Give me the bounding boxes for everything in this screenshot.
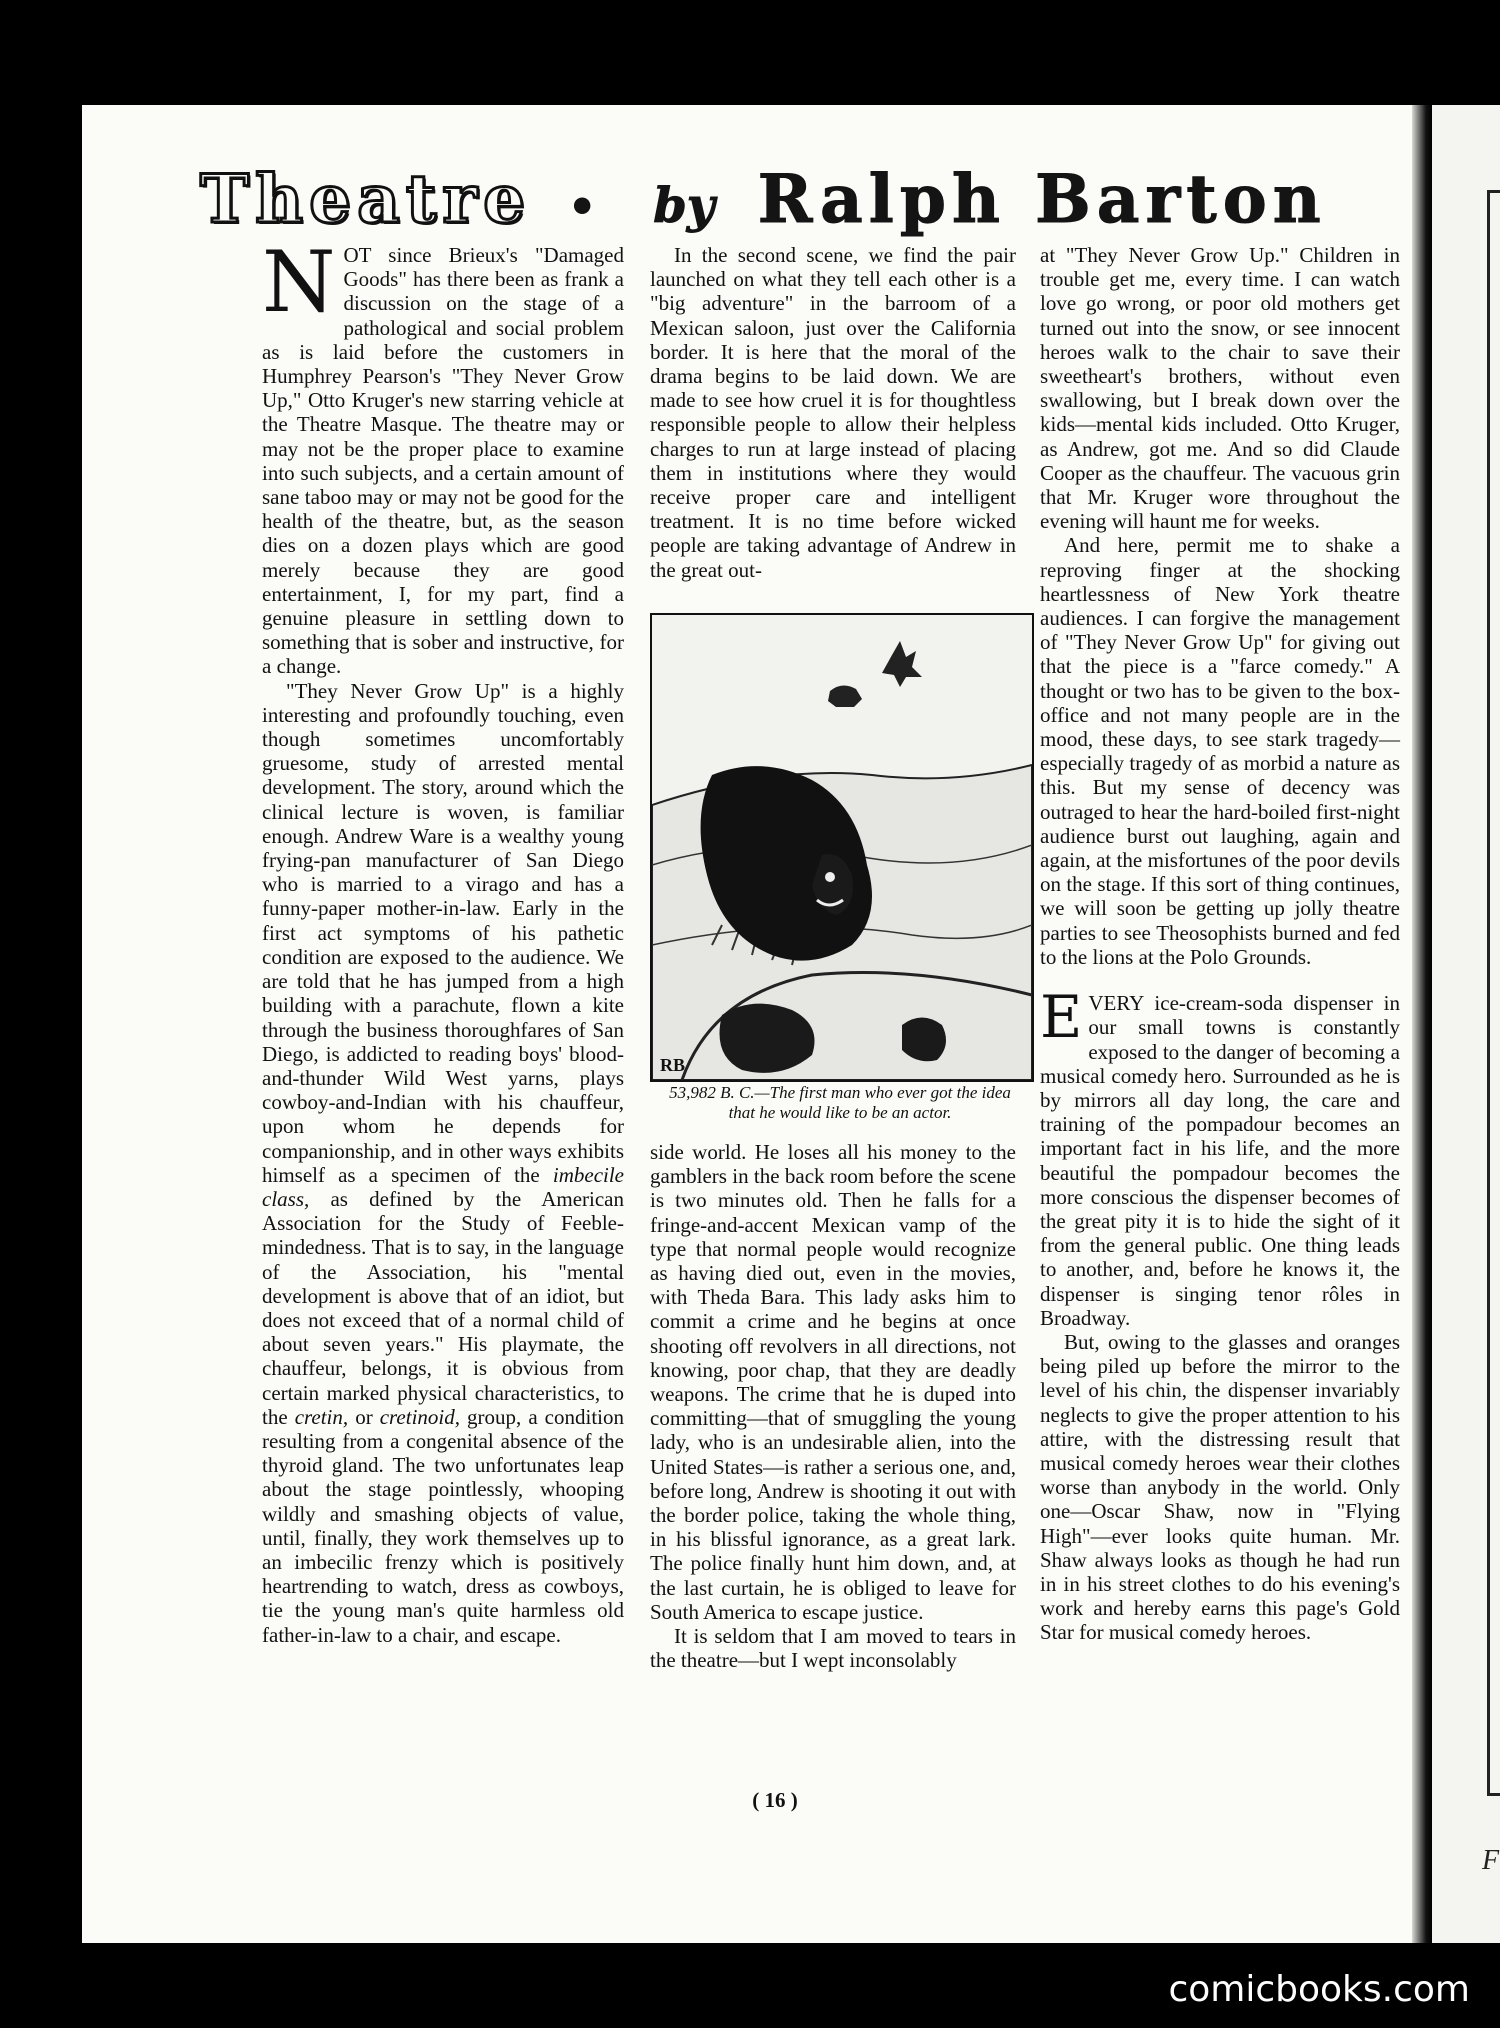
drop-cap: N: [262, 233, 336, 331]
byline-prefix: by: [653, 178, 715, 234]
paragraph-text: "They Never Grow Up" is a highly interesting and profoundly touching, even though sometimes uncomfortably gruesome, study of arrested mental development. The story, around which the clinical lecture is woven, is familiar enough. Andrew Ware is a wealthy young frying-pan manufacturer of San Diego who is married to a virago and has a funny-paper mother-in-law. Early in the first act symptoms of his pathetic condition are exposed to the audience. We are told that he has jumped from a high building with a parachute, flown a kite through the business thoroughfares of San Diego, is addicted to reading boys' blood-and-thunder Wild West yarns, plays cowboy-and-Indian with his chauffeur, upon whom he depends for companionship, and in other ways exhibits himself as a specimen of the: [262, 678, 624, 1187]
article-column-1: [262, 233, 625, 1647]
paragraph: [262, 233, 624, 679]
illustration-caption: 53,982 B. C.—The first man who ever got the idea that he would like to be an actor.: [669, 1083, 1011, 1122]
page-number: ( 16 ): [752, 1788, 798, 1812]
illustration-signature: RB: [660, 1055, 686, 1075]
emphasis-text: imbecile class,: [262, 1162, 625, 1211]
paragraph-text: group, a condition resulting from a congenital absence of the thyroid gland. The two unfortunates leap about the stage pointlessly, whooping wildly and smashing objects of value, until, finally, they work themselves up to an imbecilic frenzy which is positively heartrending to watch, dress as cowboys, tie the young man's quite harmless old father-in-law to a chair, and escape.: [262, 1404, 624, 1647]
author-name: Ralph Barton: [757, 160, 1327, 238]
article-column-2-top: [650, 243, 1016, 582]
article-title: [200, 160, 1380, 250]
paragraph: [262, 679, 624, 1647]
emphasis-text: cretin,: [294, 1404, 349, 1429]
paragraph: But, owing to the glasses and oranges being piled up before the mirror to the level of his chin, the dispenser invariably neglects to give the proper attention to his attire, with the distressing result that musical comedy heroes wear their clothes worse than anybody in the world. Only one—Oscar Shaw, now in "Flying High"—ever looks quite human. Mr. Shaw always looks as though he had run in in his street clothes to do his evening's work and hereby earns this page's Gold Star for musical comedy heroes.: [1040, 1329, 1400, 1645]
article-column-3: [1040, 243, 1400, 1645]
paragraph: It is seldom that I am moved to tears in the theatre—but I wept inconsolably: [650, 1624, 1016, 1673]
next-page-edge: [1432, 105, 1500, 1943]
title-separator: •: [568, 182, 603, 233]
paragraph: at "They Never Grow Up." Children in trouble get me, every time. I can watch love go wrong, or poor old mothers get turned out into the snow, or see innocent heroes walk to the chair to save their sweetheart's brothers, without even swallowing, but I break down over the kids—mental kids included. Otto Kruger, as Andrew, got me. And so did Claude Cooper as the chauffeur. The vacuous grin that Mr. Kruger wore throughout the evening will haunt me for weeks.: [1040, 243, 1400, 534]
paragraph: In the second scene, we find the pair launched on what they tell each other is a "big adventure" in the barroom of a Mexican saloon, just over the California border. It is here that the moral of the drama begins to be laid down. We are made to see how cruel it is for thoughtless responsible people to allow their helpless charges to run at large instead of placing them in institutions where they would receive proper care and intelligent treatment. It is no time before wicked people are taking advantage of Andrew in the great out-: [650, 243, 1016, 582]
paragraph-text: VERY ice-cream-soda dispenser in our small towns is constantly exposed to the danger of becoming a musical comedy hero. Surrounded as he is by mirrors all day long, the care and training of the pompadour becomes an important fact in his life, and the more beautiful the pompadour becomes the more conscious the dispenser becomes of the great pity it is to hide the sight of it from the general public. One thing leads to another, and, before he knows it, the dispenser is singing tenor rôles in Broadway.: [1040, 991, 1400, 1330]
next-page-frame: [1487, 190, 1500, 1796]
article-column-2-bottom: [650, 1140, 1016, 1672]
paragraph: side world. He loses all his money to the gamblers in the back room before the scene is two minutes old. Then he falls for a fringe-and-accent Mexican vamp of the type that normal people would recognize as having died out, even in the movies, with Theda Bara. This lady asks him to commit a crime and he begins at once shooting off revolvers in all directions, not knowing, poor chap, that they are deadly weapons. The crime that he is duped into committing—that of smuggling the young lady, who is an undesirable alien, into the United States—is rather a serious one, and, before long, Andrew is shooting it out with the border police, taking the whole thing, in his blissful ignorance, as a great lark. The police finally hunt him down, and, at the last curtain, he is obliged to leave for South America to escape justice.: [650, 1140, 1016, 1624]
caveman-drawing: [652, 615, 1032, 1080]
site-watermark: comicbooks.com: [1168, 1969, 1470, 2010]
cartoon-illustration: [650, 613, 1034, 1082]
page-gutter: [1412, 105, 1432, 1943]
emphasis-text: cretinoid,: [379, 1404, 461, 1429]
title-word: Theatre: [200, 160, 532, 238]
paragraph-text: OT since Brieux's "Damaged Goods" has there been as frank a discussion on the stage of a pathological and social problem as is laid before the customers in Humphrey Pearson's "They Never Grow Up," Otto Kruger's new starring vehicle at the Theatre Masque. The theatre may or may not be the proper place to examine into such subjects, and a certain amount of sane taboo may or may not be good for the health of the theatre, but, as the season dies on a dozen plays which are good merely because they are good entertainment, I, for my part, find a genuine pleasure in settling down to something that is sober and instructive, for a change.: [262, 243, 624, 679]
paragraph: And here, permit me to shake a reproving finger at the shocking heartlessness of New York theatre audiences. I can forgive the management of "They Never Grow Up" for giving out that the piece is a "farce comedy." A thought or two has to be given to the box-office and not many people are in the mood, these days, to see stark tragedy—especially tragedy of as morbid a nature as this. But my sense of decency was outraged to hear the hard-boiled first-night audience burst out laughing, again and again, at the misfortunes of the poor devils on the stage. If this sort of thing continues, we will soon be getting up jolly theatre parties to see Theosophists burned and fed to the lions at the Polo Grounds.: [1040, 533, 1400, 969]
drop-cap: E: [1040, 983, 1083, 1052]
paragraph-text: or: [355, 1404, 373, 1429]
paragraph-text: as defined by the American Association for the Study of Feeble-mindedness. That is to say, in the language of the Association, his "mental development is above that of an idiot, but does not exceed that of a normal child of about seven years." His playmate, the chauffeur, belongs, it is obvious from certain marked physical characteristics, to the: [262, 1186, 625, 1429]
section-break: [1040, 969, 1400, 991]
next-page-glyph: F: [1482, 1845, 1500, 1876]
paragraph: [1040, 983, 1400, 1330]
